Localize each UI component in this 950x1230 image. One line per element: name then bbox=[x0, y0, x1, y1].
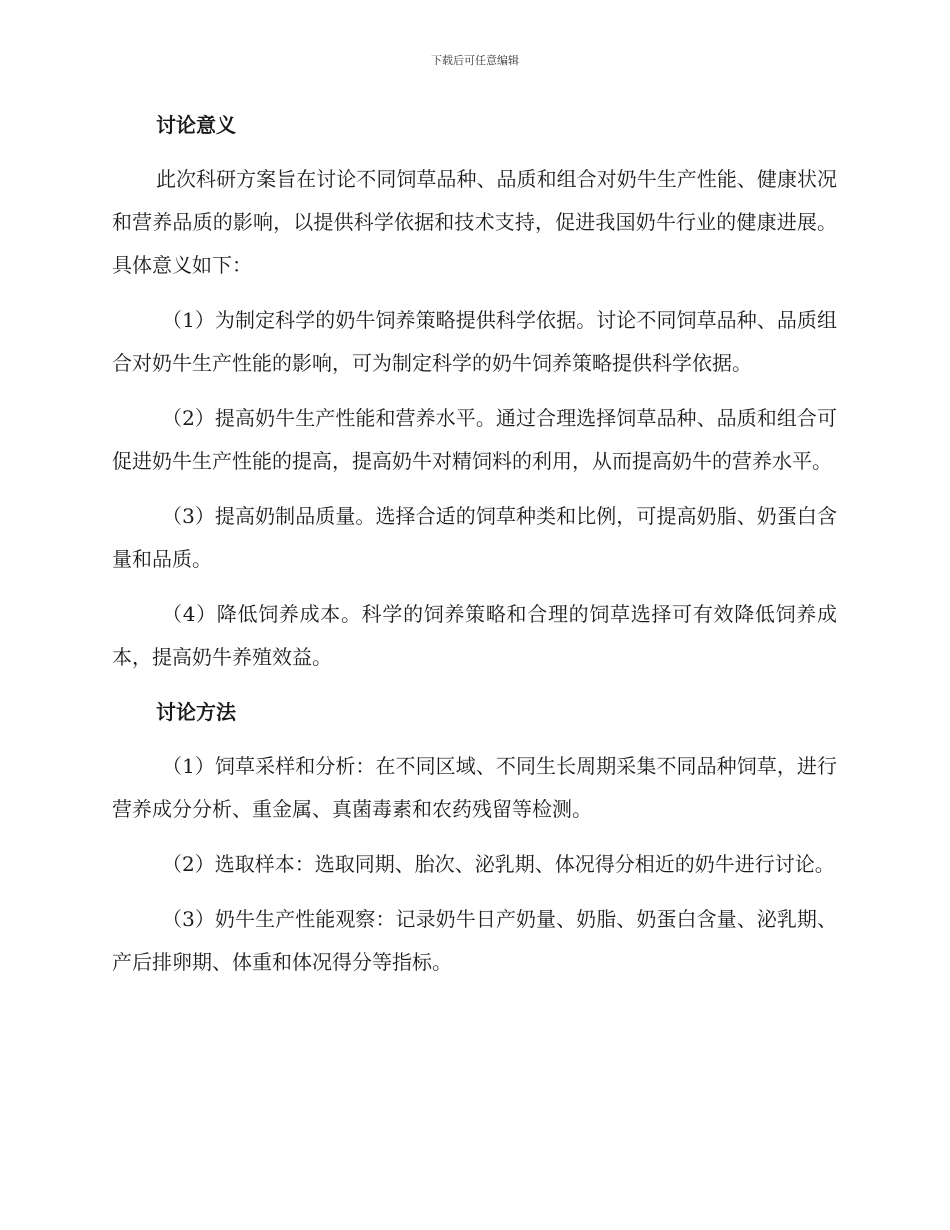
section-heading-significance: 讨论意义 bbox=[156, 113, 236, 137]
significance-item-2: （2）提高奶牛生产性能和营养水平。通过合理选择饲草品种、品质和组合可促进奶牛生产性能的提高，提高奶牛对精饲料的利用，从而提高奶牛的营养水平。 bbox=[112, 406, 837, 473]
methods-item-3: （3）奶牛生产性能观察：记录奶牛日产奶量、奶脂、奶蛋白含量、泌乳期、产后排卵期、体重和体况得分等指标。 bbox=[112, 907, 837, 974]
section-heading-methods: 讨论方法 bbox=[156, 700, 236, 724]
methods-item-1: （1）饲草采样和分析：在不同区域、不同生长周期采集不同品种饲草，进行营养成分分析、重金属、真菌毒素和农药残留等检测。 bbox=[112, 754, 837, 821]
methods-item-2: （2）选取样本：选取同期、胎次、泌乳期、体况得分相近的奶牛进行讨论。 bbox=[162, 852, 835, 876]
document-body bbox=[112, 104, 837, 984]
significance-item-3: （3）提高奶制品质量。选择合适的饲草种类和比例，可提高奶脂、奶蛋白含量和品质。 bbox=[112, 504, 837, 571]
significance-item-4: （4）降低饲养成本。科学的饲养策略和合理的饲草选择可有效降低饲养成本，提高奶牛养殖效益。 bbox=[112, 602, 837, 669]
significance-intro-paragraph: 此次科研方案旨在讨论不同饲草品种、品质和组合对奶牛生产性能、健康状况和营养品质的影响，以提供科学依据和技术支持，促进我国奶牛行业的健康进展。具体意义如下： bbox=[112, 167, 837, 277]
page-header-note: 下载后可任意编辑 bbox=[431, 54, 519, 67]
significance-item-1: （1）为制定科学的奶牛饲养策略提供科学依据。讨论不同饲草品种、品质组合对奶牛生产性能的影响，可为制定科学的奶牛饲养策略提供科学依据。 bbox=[112, 308, 837, 375]
